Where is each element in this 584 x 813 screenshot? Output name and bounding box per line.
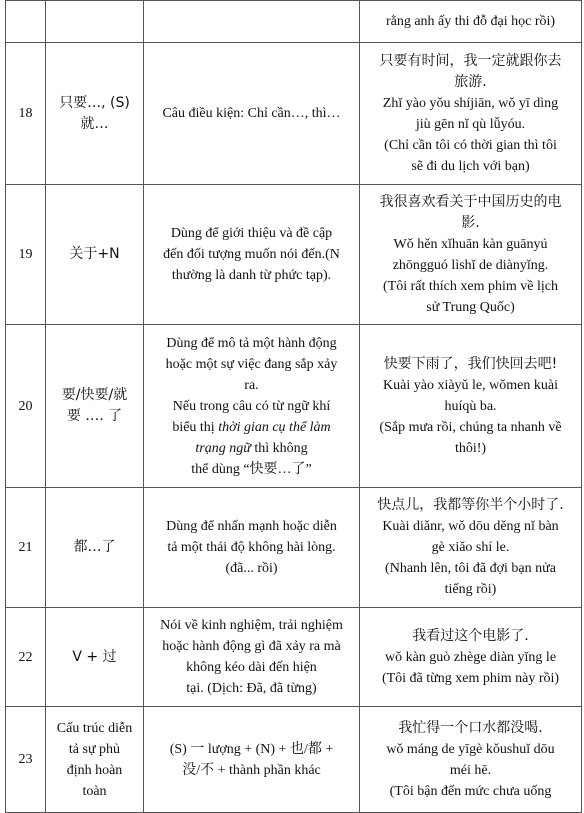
row-number: 22 — [6, 608, 46, 707]
example-line: (Tôi đã từng xem phim này rồi) — [381, 670, 560, 686]
structure-line: V + 过 — [72, 648, 117, 665]
structure-cell — [46, 325, 144, 488]
structure-cell — [46, 185, 144, 325]
example-line: gè xiǎo shí le. — [431, 540, 510, 555]
meaning-line — [149, 459, 354, 480]
meaning-line — [149, 636, 354, 657]
meaning-line — [149, 265, 354, 286]
example-line: (Nhanh lên, tôi đã đợi bạn nửa — [385, 561, 556, 576]
meaning-text: hoặc hành động gì đã xảy ra mà — [162, 639, 341, 654]
meaning-cell — [144, 43, 360, 185]
meaning-line — [149, 516, 354, 537]
meaning-cell — [144, 488, 360, 608]
meaning-text: ra. — [244, 377, 259, 393]
meaning-italic: thời gian cụ thể làm — [218, 419, 331, 435]
meaning-text: đến đối tượng muốn nói đến.(N — [163, 247, 340, 262]
example-line: (Tôi bận đến mức chưa uống — [389, 783, 552, 799]
example-cell — [360, 1, 582, 43]
example-line: wǒ máng de yīgè kǒushuǐ dōu — [386, 741, 555, 757]
meaning-text: 没/不 + thành phần khác — [182, 762, 321, 778]
meaning-line — [149, 223, 354, 244]
structure-line: 关于+N — [69, 246, 120, 262]
example-line: (Sắp mưa rồi, chúng ta nhanh về — [379, 419, 562, 435]
row-number: 18 — [6, 43, 46, 185]
meaning-text-after: thì không — [250, 440, 308, 456]
meaning-line — [149, 657, 354, 678]
meaning-text: Nói về kinh nghiệm, trải nghiệm — [160, 618, 343, 633]
example-line: Zhǐ yào yǒu shíjiān, wǒ yī dìng — [382, 95, 559, 111]
meaning-cell — [144, 1, 360, 43]
example-chinese: 影. — [461, 214, 480, 231]
structure-line: 要 …. 了 — [66, 408, 123, 424]
example-line: Kuài diǎnr, wǒ dōu děng nǐ bàn — [382, 519, 559, 534]
meaning-text: không kéo dài đến hiện — [186, 660, 317, 675]
table-row — [6, 1, 582, 43]
example-line: zhōngguó lìshǐ de diànyǐng. — [392, 257, 549, 273]
structure-cell — [46, 608, 144, 707]
example-chinese: 快点儿，我都等你半个小时了. — [377, 497, 564, 513]
table-row — [6, 325, 582, 488]
meaning-line — [149, 558, 354, 579]
table-row — [6, 185, 582, 325]
structure-line: 要/快要/就 — [61, 387, 128, 403]
meaning-cell — [144, 707, 360, 813]
meaning-line — [149, 438, 354, 459]
meaning-text: thường là danh từ phức tạp). — [171, 268, 332, 283]
example-line: jiù gēn nǐ qù lǚyóu. — [415, 116, 526, 132]
example-cell — [360, 185, 582, 325]
table-row — [6, 488, 582, 608]
meaning-italic: trạng ngữ — [195, 440, 251, 456]
meaning-text: Nếu trong câu có từ ngữ khí — [172, 398, 331, 414]
meaning-line — [149, 396, 354, 417]
meaning-line — [149, 760, 354, 781]
example-line: (Tôi rất thích xem phim về lịch — [383, 278, 558, 294]
example-chinese: 我忙得一个口水都没喝. — [398, 719, 543, 736]
meaning-line — [149, 333, 354, 354]
example-line: sẽ đi du lịch với bạn) — [411, 158, 530, 174]
meaning-cell — [144, 608, 360, 707]
meaning-text: Dùng để mô tả một hành động — [166, 335, 337, 351]
meaning-line — [149, 537, 354, 558]
meaning-text: (đã... rồi) — [225, 561, 278, 576]
example-line: Kuài yào xiàyǔ le, wǒmen kuài — [383, 377, 558, 393]
meaning-text: tại. (Dịch: Đã, đã từng) — [186, 681, 317, 696]
table-row — [6, 608, 582, 707]
example-cell — [360, 488, 582, 608]
meaning-line — [149, 739, 354, 760]
meaning-text: (S) 一 lượng + (N) + 也/都 + — [169, 741, 334, 757]
example-line: huíqù ba. — [444, 398, 497, 414]
example-line: Wǒ hěn xǐhuān kàn guānyú — [393, 236, 548, 252]
example-line: rằng anh ấy thi đỗ đại học rồi) — [385, 14, 556, 29]
table-row — [6, 707, 582, 813]
meaning-text: Dùng để nhấn mạnh hoặc diễn — [166, 519, 337, 534]
example-line: thôi!) — [454, 440, 487, 456]
structure-line: định hoàn — [66, 762, 123, 778]
row-number — [6, 1, 46, 43]
example-chinese: 我很喜欢看关于中国历史的电 — [379, 193, 562, 210]
example-cell — [360, 608, 582, 707]
structure-cell — [46, 707, 144, 813]
row-number: 21 — [6, 488, 46, 608]
example-chinese: 旅游. — [454, 73, 487, 90]
example-cell — [360, 707, 582, 813]
example-chinese: 我看过这个电影了. — [412, 627, 529, 644]
meaning-text: Câu điều kiện: Chỉ cần…, thì… — [162, 106, 341, 121]
meaning-line — [149, 375, 354, 396]
row-number: 20 — [6, 325, 46, 488]
structure-line: 就… — [80, 115, 109, 132]
structure-line: 都…了 — [73, 539, 116, 555]
structure-line: tả sự phủ — [68, 741, 121, 757]
structure-line: 只要…, (S) — [59, 94, 130, 111]
structure-line: toàn — [82, 783, 107, 799]
meaning-cell — [144, 185, 360, 325]
example-chinese: 快要下雨了，我们快回去吧! — [383, 355, 558, 372]
example-chinese: 只要有时间，我一定就跟你去 — [379, 52, 562, 69]
row-number: 23 — [6, 707, 46, 813]
structure-line: Cấu trúc diễn — [56, 720, 133, 736]
meaning-text: tả một thái độ không hài lòng. — [167, 540, 336, 555]
structure-cell — [46, 43, 144, 185]
meaning-line — [149, 354, 354, 375]
structure-cell — [46, 488, 144, 608]
table-row — [6, 43, 582, 185]
example-line: wǒ kàn guò zhège diàn yǐng le — [384, 649, 557, 665]
meaning-line — [149, 678, 354, 699]
structure-cell — [46, 1, 144, 43]
meaning-cell — [144, 325, 360, 488]
row-number: 19 — [6, 185, 46, 325]
example-line: méi hē. — [449, 762, 492, 778]
meaning-line — [149, 615, 354, 636]
meaning-text: biểu thị — [172, 419, 219, 435]
meaning-line — [149, 417, 354, 438]
grammar-table — [5, 0, 582, 813]
example-line: sử Trung Quốc) — [426, 299, 515, 315]
example-cell — [360, 325, 582, 488]
example-line: (Chỉ cần tôi có thời gian thì tôi — [384, 137, 557, 153]
example-cell — [360, 43, 582, 185]
meaning-text: Dùng để giới thiệu và đề cập — [170, 226, 333, 241]
example-line: tiếng rồi) — [444, 582, 497, 597]
meaning-text: thể dùng “快要…了” — [191, 461, 312, 477]
meaning-text: hoặc một sự việc đang sắp xảy — [165, 356, 338, 372]
meaning-line — [149, 103, 354, 124]
meaning-line — [149, 244, 354, 265]
